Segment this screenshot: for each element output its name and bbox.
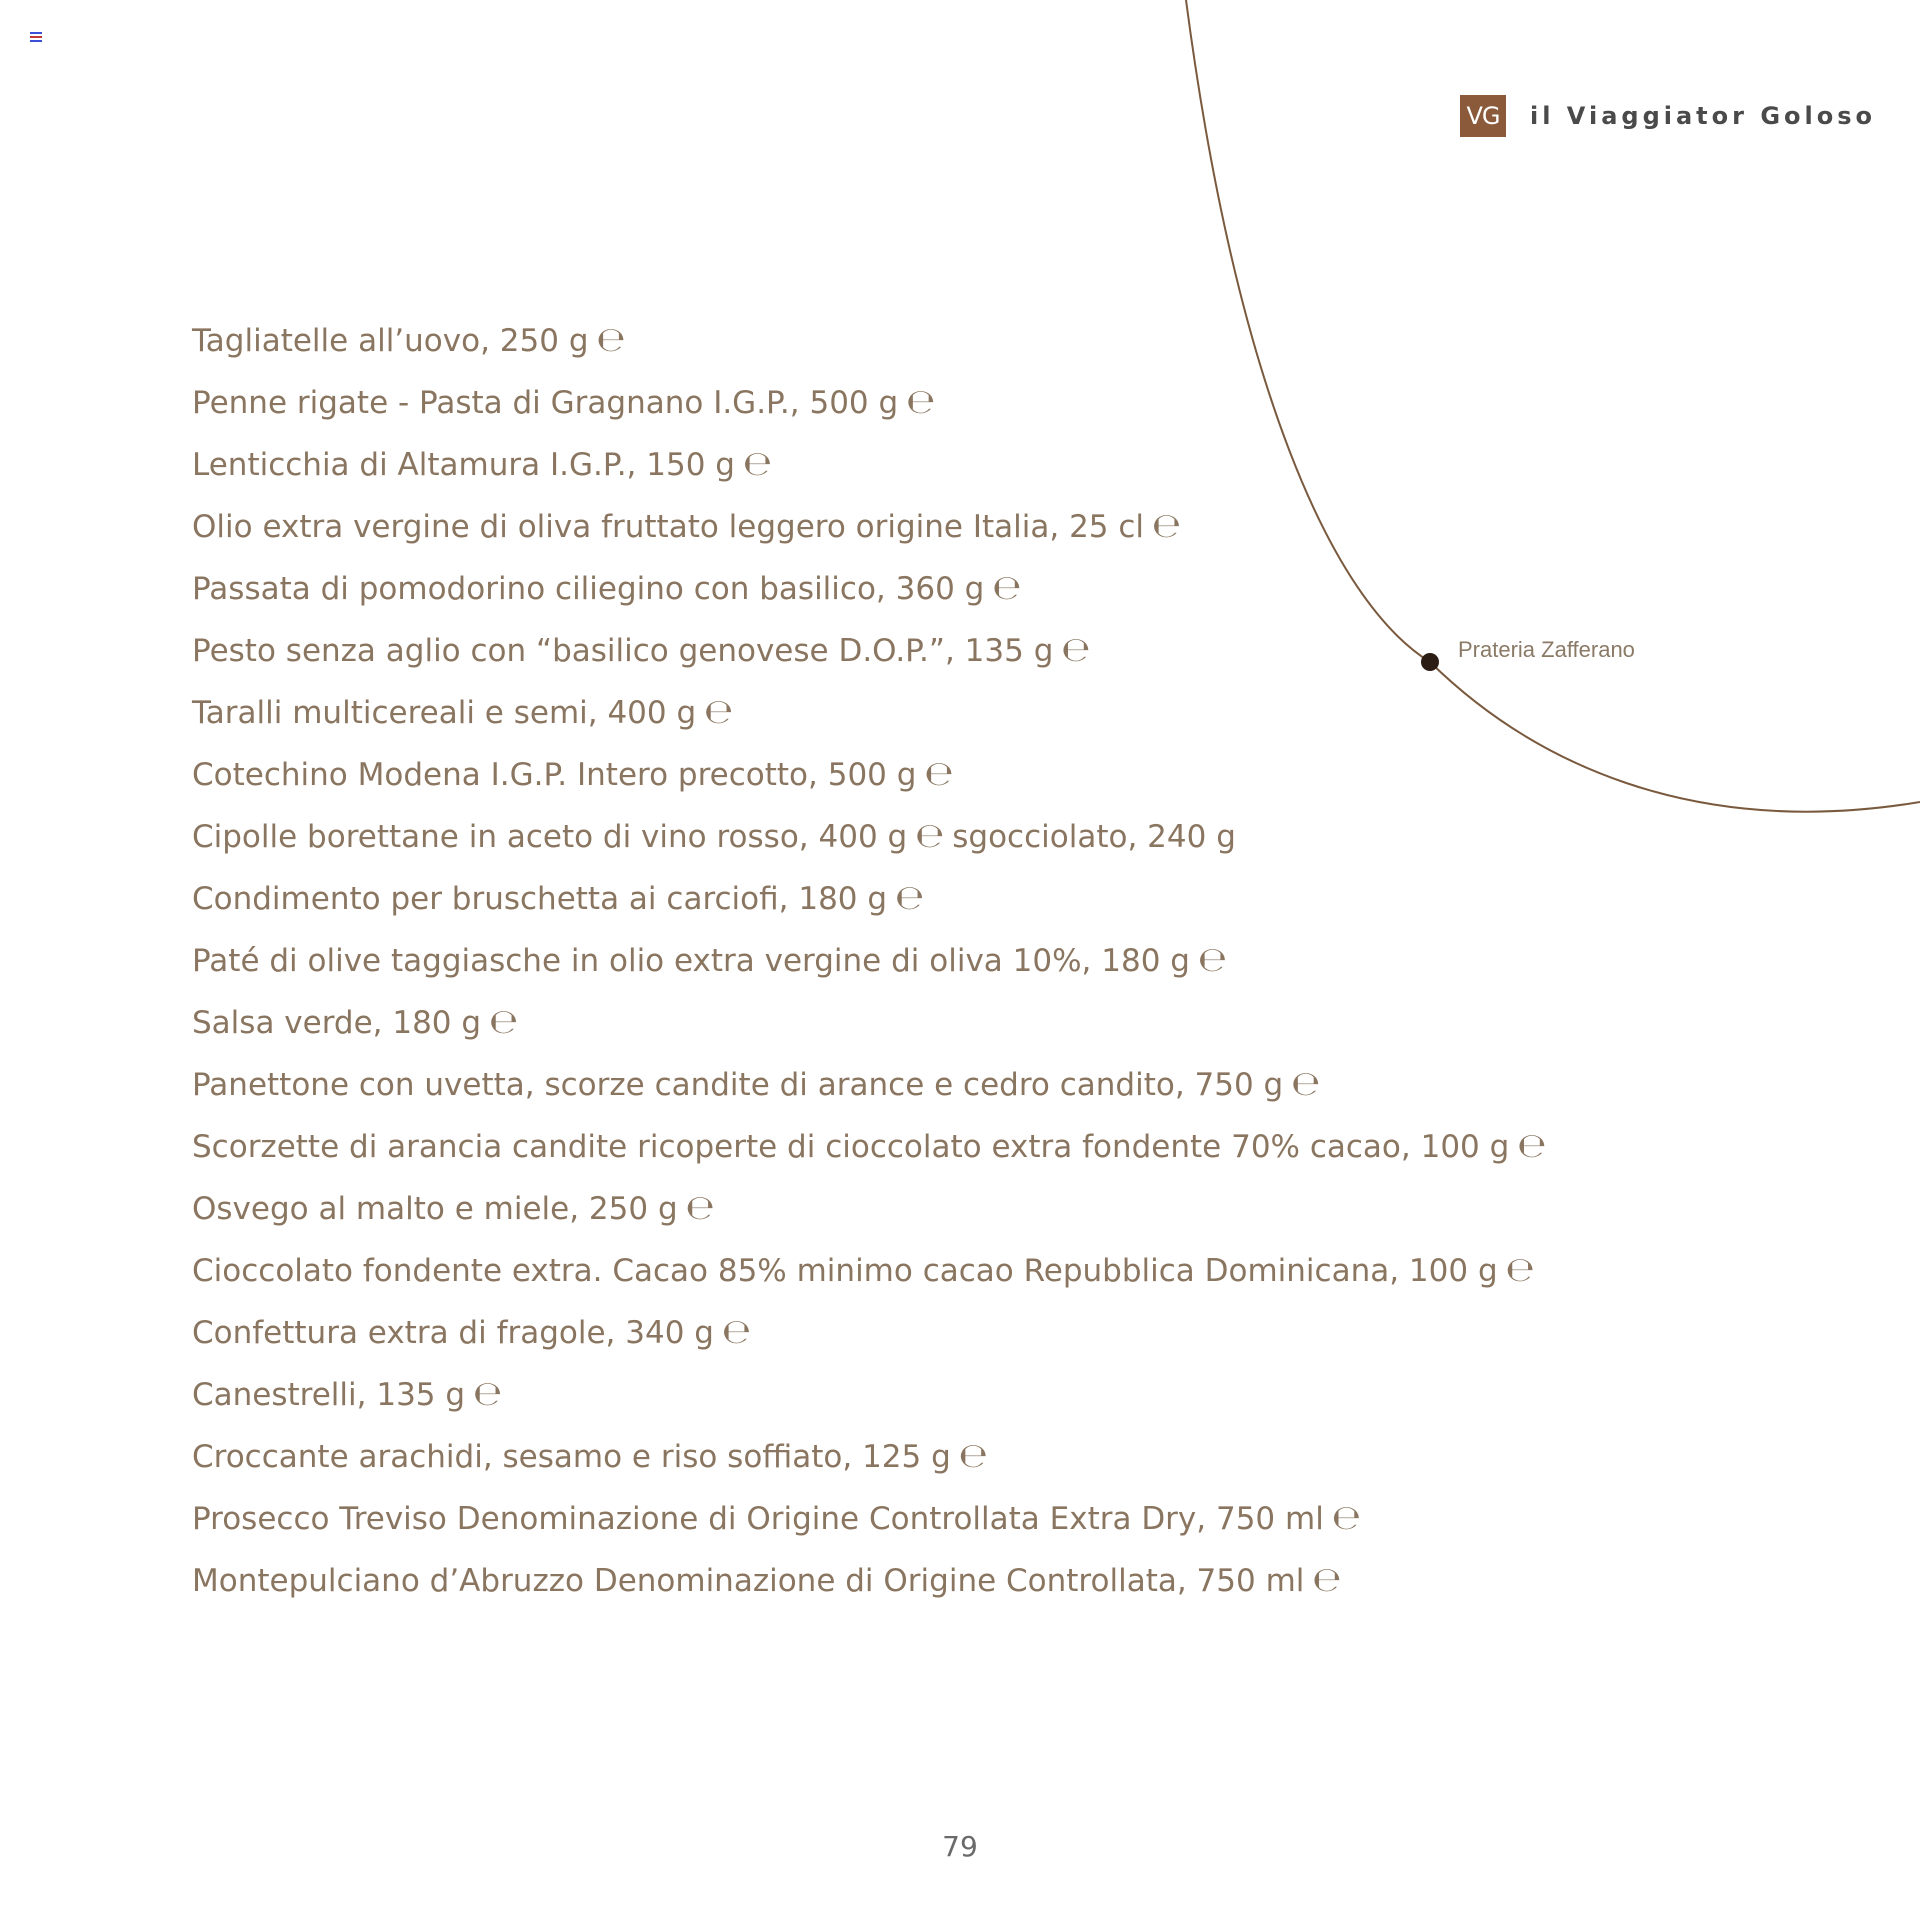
estimated-sign-icon: ℮ — [958, 1436, 988, 1476]
estimated-sign-icon: ℮ — [895, 878, 925, 918]
product-item — [192, 872, 1546, 934]
estimated-sign-icon: ℮ — [1505, 1250, 1535, 1290]
estimated-sign-icon: ℮ — [1331, 1498, 1361, 1538]
product-name: Passata di pomodorino ciliegino con basilico, 360 g — [192, 571, 985, 607]
product-item — [192, 1120, 1546, 1182]
product-name: Montepulciano d’Abruzzo Denominazione di Origine Controllata, 750 ml — [192, 1563, 1305, 1599]
product-item — [192, 1182, 1546, 1244]
product-name: Paté di olive taggiasche in olio extra vergine di oliva 10%, 180 g — [192, 943, 1190, 979]
product-item — [192, 934, 1546, 996]
product-name: Taralli multicereali e semi, 400 g — [192, 695, 697, 731]
product-name: Cipolle borettane in aceto di vino rosso, 400 g — [192, 819, 908, 855]
product-name: Tagliatelle all’uovo, 250 g — [192, 323, 589, 359]
product-item — [192, 1306, 1546, 1368]
product-item — [192, 748, 1546, 810]
product-item — [192, 562, 1546, 624]
product-list — [192, 314, 1546, 1616]
estimated-sign-icon: ℮ — [924, 754, 954, 794]
product-name: Osvego al malto e miele, 250 g — [192, 1191, 678, 1227]
estimated-sign-icon: ℮ — [1291, 1064, 1321, 1104]
product-item — [192, 438, 1546, 500]
product-name: Penne rigate - Pasta di Gragnano I.G.P., 500 g — [192, 385, 899, 421]
estimated-sign-icon: ℮ — [1312, 1560, 1342, 1600]
estimated-sign-icon: ℮ — [1517, 1126, 1547, 1166]
estimated-sign-icon: ℮ — [473, 1374, 503, 1414]
station-label: Prateria Zafferano — [1458, 637, 1635, 662]
product-name: Canestrelli, 135 g — [192, 1377, 466, 1413]
product-item — [192, 1058, 1546, 1120]
estimated-sign-icon: ℮ — [992, 568, 1022, 608]
brand-logo: VG — [1460, 95, 1506, 137]
product-item — [192, 810, 1546, 872]
estimated-sign-icon: ℮ — [1152, 506, 1182, 546]
brand-name: il Viaggiator Goloso — [1530, 102, 1876, 130]
product-item — [192, 314, 1546, 376]
product-item — [192, 1368, 1546, 1430]
estimated-sign-icon: ℮ — [704, 692, 734, 732]
product-item — [192, 376, 1546, 438]
product-item — [192, 1244, 1546, 1306]
estimated-sign-icon: ℮ — [915, 816, 945, 856]
product-item — [192, 1430, 1546, 1492]
product-name: Lenticchia di Altamura I.G.P., 150 g — [192, 447, 735, 483]
estimated-sign-icon: ℮ — [1061, 630, 1091, 670]
product-name: Panettone con uvetta, scorze candite di arance e cedro candito, 750 g — [192, 1067, 1284, 1103]
estimated-sign-icon: ℮ — [1197, 940, 1228, 980]
estimated-sign-icon: ℮ — [906, 382, 936, 422]
product-name: Scorzette di arancia candite ricoperte di cioccolato extra fondente 70% cacao, 100 g — [192, 1129, 1510, 1165]
estimated-sign-icon: ℮ — [685, 1188, 715, 1228]
menu-icon[interactable] — [30, 32, 42, 42]
product-name: Prosecco Treviso Denominazione di Origine Controllata Extra Dry, 750 ml — [192, 1501, 1324, 1537]
estimated-sign-icon: ℮ — [596, 320, 626, 360]
product-item — [192, 500, 1546, 562]
estimated-sign-icon: ℮ — [742, 444, 773, 484]
product-name: Croccante arachidi, sesamo e riso soffiato, 125 g — [192, 1439, 951, 1475]
product-item — [192, 996, 1546, 1058]
product-name: Pesto senza aglio con “basilico genovese D.O.P.”, 135 g — [192, 633, 1054, 669]
product-name: Cotechino Modena I.G.P. Intero precotto, 500 g — [192, 757, 917, 793]
estimated-sign-icon: ℮ — [721, 1312, 752, 1352]
product-name: Confettura extra di fragole, 340 g — [192, 1315, 714, 1351]
product-name: Cioccolato fondente extra. Cacao 85% minimo cacao Repubblica Dominicana, 100 g — [192, 1253, 1498, 1289]
page-number: 79 — [942, 1830, 978, 1863]
product-name-suffix: sgocciolato, 240 g — [952, 819, 1236, 855]
product-item — [192, 1492, 1546, 1554]
brand-header — [1460, 95, 1876, 137]
product-name: Olio extra vergine di oliva fruttato leggero origine Italia, 25 cl — [192, 509, 1145, 545]
product-item — [192, 624, 1546, 686]
product-name: Salsa verde, 180 g — [192, 1005, 482, 1041]
estimated-sign-icon: ℮ — [489, 1002, 519, 1042]
product-name: Condimento per bruschetta ai carciofi, 180 g — [192, 881, 888, 917]
product-item — [192, 1554, 1546, 1616]
product-item — [192, 686, 1546, 748]
